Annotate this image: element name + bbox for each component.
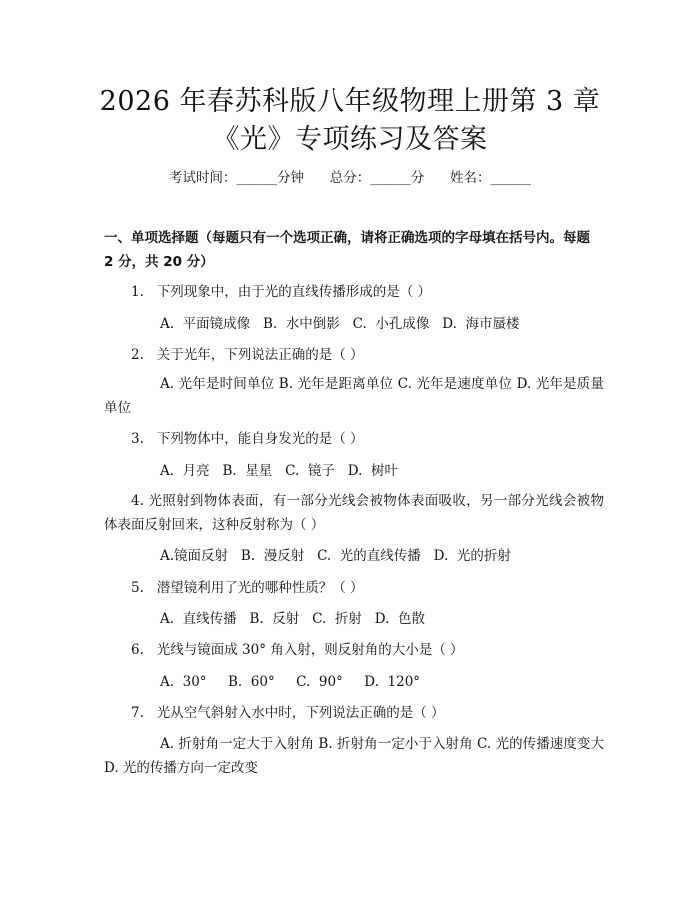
question-5-stem: 5. 潜望镜利用了光的哪种性质？（ ） [131,580,364,596]
question-6-stem: 6. 光线与镜面成 30° 角入射，则反射角的大小是（ ） [131,642,464,658]
question-1-options: A. 平面镜成像 B. 水中倒影 C. 小孔成像 D. 海市蜃楼 [160,316,520,332]
question-7-options: A. 折射角一定大于入射角 B. 折射角一定小于入射角 C. 光的传播速度变大 D. 光的传播方向一定改变 [104,736,604,776]
question-2-stem: 2. 关于光年，下列说法正确的是（ ） [131,347,364,363]
question-5-options: A. 直线传播 B. 反射 C. 折射 D. 色散 [160,611,425,627]
section-heading: 一、单项选择题（每题只有一个选项正确，请将正确选项的字母填在括号内。每题 2 分，共 20 分） [104,230,590,270]
question-3-options: A. 月亮 B. 星星 C. 镜子 D. 树叶 [160,463,398,479]
question-4-options: A.镜面反射 B. 漫反射 C. 光的直线传播 D. 光的折射 [160,548,511,564]
question-1-stem: 1. 下列现象中，由于光的直线传播形成的是（ ） [131,284,432,300]
question-7-stem: 7. 光从空气斜射入水中时，下列说法正确的是（ ） [131,705,445,721]
question-2-options: A. 光年是时间单位 B. 光年是距离单位 C. 光年是速度单位 D. 光年是质量单位 [104,376,604,416]
document-title-line-1: 2026 年春苏科版八年级物理上册第 3 章 [99,86,601,117]
question-6-options: A. 30° B. 60° C. 90° D. 120° [160,674,421,690]
question-3-stem: 3. 下列物体中，能自身发光的是（ ） [131,431,364,447]
document-title-line-2: 《光》专项练习及答案 [212,124,488,155]
question-4-stem: 4. 光照射到物体表面，有一部分光线会被物体表面吸收，另一部分光线会被物体表面反射回来，这种反射称为（ ） [104,493,604,533]
exam-info-line: 考试时间：______分钟 总分：______分 姓名：______ [169,170,531,186]
